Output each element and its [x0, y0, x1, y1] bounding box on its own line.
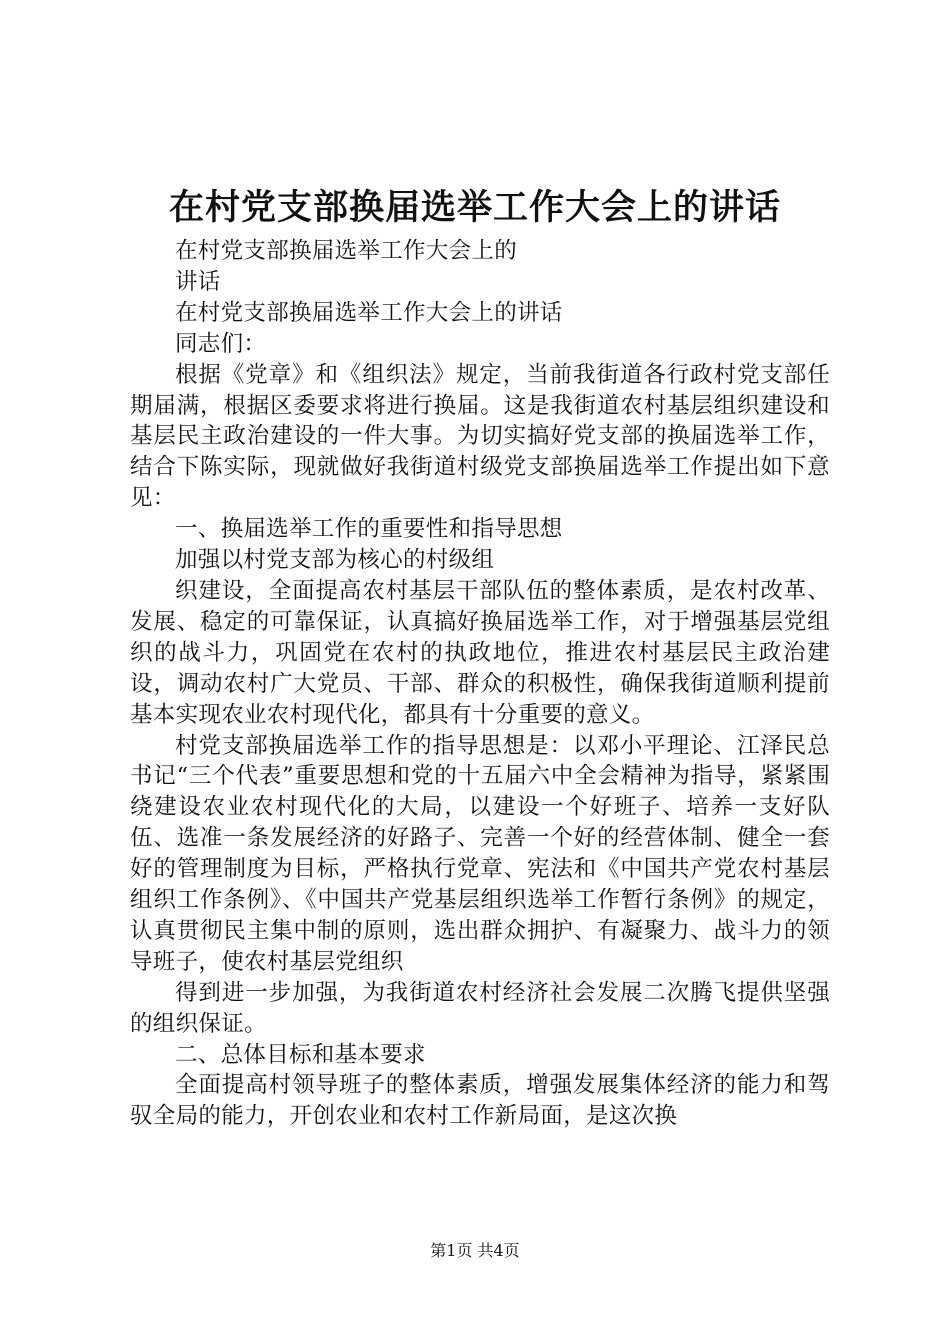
document-body — [130, 236, 830, 1132]
paragraph: 全面提高村领导班子的整体素质，增强发展集体经济的能力和驾驭全局的能力，开创农业和农村工作新局面，是这次换 — [130, 1072, 830, 1130]
section-heading: 一、换届选举工作的重要性和指导思想 — [175, 516, 563, 543]
document-title: 在村党支部换届选举工作大会上的讲话 — [168, 187, 781, 228]
paragraph: 织建设，全面提高农村基层干部队伍的整体素质，是农村改革、发展、稳定的可靠保证，认真搞好换届选举工作，对于增强基层党组织的战斗力，巩固党在农村的执政地位，推进农村基层民主政治建设，调动农村广大党员、干部、群众的积极性，确保我街道顺利提前基本实现农业农村现代化，都具有十分重要的意义。 — [130, 577, 830, 728]
paragraph: 在村党支部换届选举工作大会上的讲话 — [175, 299, 563, 326]
paragraph: 村党支部换届选举工作的指导思想是：以邓小平理论、江泽民总书记“三个代表”重要思想和党的十五届六中全会精神为指导，紧紧围绕建设农业农村现代化的大局，以建设一个好班子、培养一支好队伍、选准一条发展经济的好路子、完善一个好的经营体制、健全一套好的管理制度为目标，严格执行党章、宪法和《中国共产党农村基层组织工作条例》、《中国共产党基层组织选举工作暂行条例》的规定，认真贯彻民主集中制的原则，选出群众拥护、有凝聚力、战斗力的领导班子，使农村基层党组织 — [130, 732, 830, 975]
paragraph: 讲话 — [175, 268, 221, 295]
paragraph: 根据《党章》和《组织法》规定，当前我街道各行政村党支部任期届满，根据区委要求将进行换届。这是我街道农村基层组织建设和基层民主政治建设的一件大事。为切实搞好党支部的换届选举工作，结合下陈实际，现就做好我街道村级党支部换届选举工作提出如下意见： — [130, 361, 830, 512]
paragraph: 得到进一步加强，为我街道农村经济社会发展二次腾飞提供坚强的组织保证。 — [130, 979, 830, 1037]
page-number-footer: 第1页 共4页 — [430, 1241, 520, 1260]
salutation: 同志们： — [175, 330, 267, 357]
paragraph: 在村党支部换届选举工作大会上的 — [175, 238, 518, 264]
section-heading: 二、总体目标和基本要求 — [175, 1041, 426, 1068]
paragraph: 加强以村党支部为核心的村级组 — [175, 547, 495, 574]
